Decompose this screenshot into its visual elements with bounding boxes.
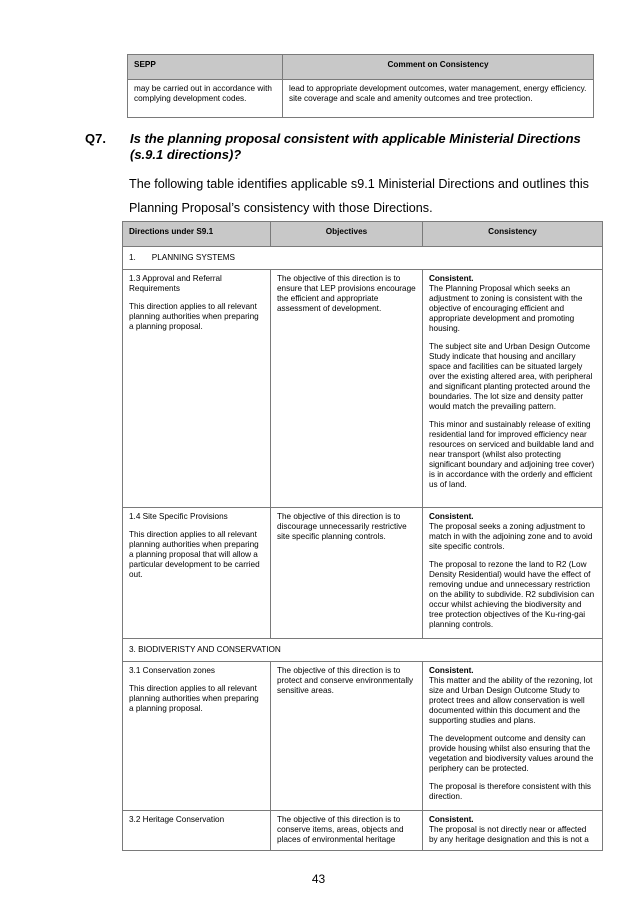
comment-cell: lead to appropriate development outcomes, water management, energy efficiency. site coverage and scale and amenity outcomes and tree protection.	[283, 80, 594, 118]
consistency-text: The subject site and Urban Design Outcome Study indicate that housing and ancillary space and facilities can be situated largely over the existing altered area, with peripheral and significant planting protected around the boundaries. The lot size and density patter would match the prevailing pattern.	[429, 342, 593, 411]
consistency-text: The proposal is not directly near or affected by any heritage designation and this is not a	[429, 825, 589, 844]
question-number: Q7.	[85, 131, 106, 146]
consistency-cell	[423, 811, 603, 851]
objective-cell: The objective of this direction is to protect and conserve environmentally sensitive areas.	[271, 662, 423, 811]
directions-header: Directions under S9.1	[123, 222, 271, 247]
consistency-text: This matter and the ability of the rezoning, lot size and Urban Design Outcome Study to protect trees and allow conservation is well documented within this document and the supporting studies and plans.	[429, 676, 593, 725]
page-number: 43	[311, 872, 326, 886]
table-row	[123, 662, 603, 811]
table-row	[123, 270, 603, 508]
consistency-cell	[423, 270, 603, 508]
table-row	[123, 811, 603, 851]
comment-header: Comment on Consistency	[283, 55, 594, 80]
consistency-cell	[423, 508, 603, 639]
consistency-cell	[423, 662, 603, 811]
consistency-text: The Planning Proposal which seeks an adjustment to zoning is consistent with the objective of encouraging efficient and appropriate development and promoting housing.	[429, 284, 583, 333]
verdict: Consistent.	[429, 815, 474, 824]
consistency-text: The proposal is therefore consistent with this direction.	[429, 782, 592, 801]
direction-applies: This direction applies to all relevant planning authorities when preparing a planning proposal.	[129, 684, 259, 713]
consistency-text: The development outcome and density can provide housing whilst also ensuring that the vegetation and biodiversity values around the periphery can be protected.	[429, 734, 594, 773]
objective-cell: The objective of this direction is to ensure that LEP provisions encourage the efficient and appropriate assessment of development.	[271, 270, 423, 508]
objective-cell: The objective of this direction is to conserve items, areas, objects and places of environmental heritage	[271, 811, 423, 851]
verdict: Consistent.	[429, 666, 474, 675]
consistency-header: Consistency	[423, 222, 603, 247]
section-planning-systems: 1. PLANNING SYSTEMS	[123, 247, 603, 270]
consistency-text: The proposal to rezone the land to R2 (Low Density Residential) would have the effect of removing undue and unnecessary restriction on the ability to subdivide. R2 subdivision can occur whilst achieving the biodiversity and tree protection objectives of the Ku-ring-gai planning controls.	[429, 560, 595, 629]
direction-title: 3.1 Conservation zones	[129, 666, 216, 675]
question-text: Is the planning proposal consistent with applicable Ministerial Directions (s.9.1 directions)?	[130, 131, 581, 162]
consistency-text: This minor and sustainably release of exiting residential land for improved efficiency near resources on serviced and buildable land and near transport (whilst also protecting significant boundary and adjoining tree cover) is in accordance with the orderly and efficient us of land.	[429, 420, 595, 489]
direction-applies: This direction applies to all relevant planning authorities when preparing a planning proposal.	[129, 302, 259, 331]
sepp-cell: may be carried out in accordance with complying development codes.	[128, 80, 283, 118]
direction-cell	[123, 508, 271, 639]
verdict: Consistent.	[429, 274, 474, 283]
direction-cell	[123, 270, 271, 508]
objectives-header: Objectives	[271, 222, 423, 247]
direction-title: 1.3 Approval and Referral Requirements	[129, 274, 222, 293]
directions-table	[122, 221, 603, 851]
intro-paragraph: The following table identifies applicable s9.1 Ministerial Directions and outlines this Planning Proposal’s consistency with those Directions.	[129, 177, 589, 215]
sepp-table	[127, 54, 594, 118]
consistency-text: The proposal seeks a zoning adjustment to match in with the adjoining zone and to avoid site specific controls.	[429, 522, 593, 551]
sepp-header: SEPP	[128, 55, 283, 80]
direction-title: 1.4 Site Specific Provisions	[129, 512, 228, 521]
direction-cell	[123, 811, 271, 851]
direction-cell	[123, 662, 271, 811]
table-row	[123, 508, 603, 639]
direction-applies: This direction applies to all relevant planning authorities when preparing a planning proposal that will allow a particular development to be carried out.	[129, 530, 260, 579]
objective-cell: The objective of this direction is to discourage unnecessarily restrictive site specific planning controls.	[271, 508, 423, 639]
verdict: Consistent.	[429, 512, 474, 521]
direction-title: 3.2 Heritage Conservation	[129, 815, 225, 824]
section-biodiversity: 3. BIODIVERISTY AND CONSERVATION	[123, 639, 603, 662]
